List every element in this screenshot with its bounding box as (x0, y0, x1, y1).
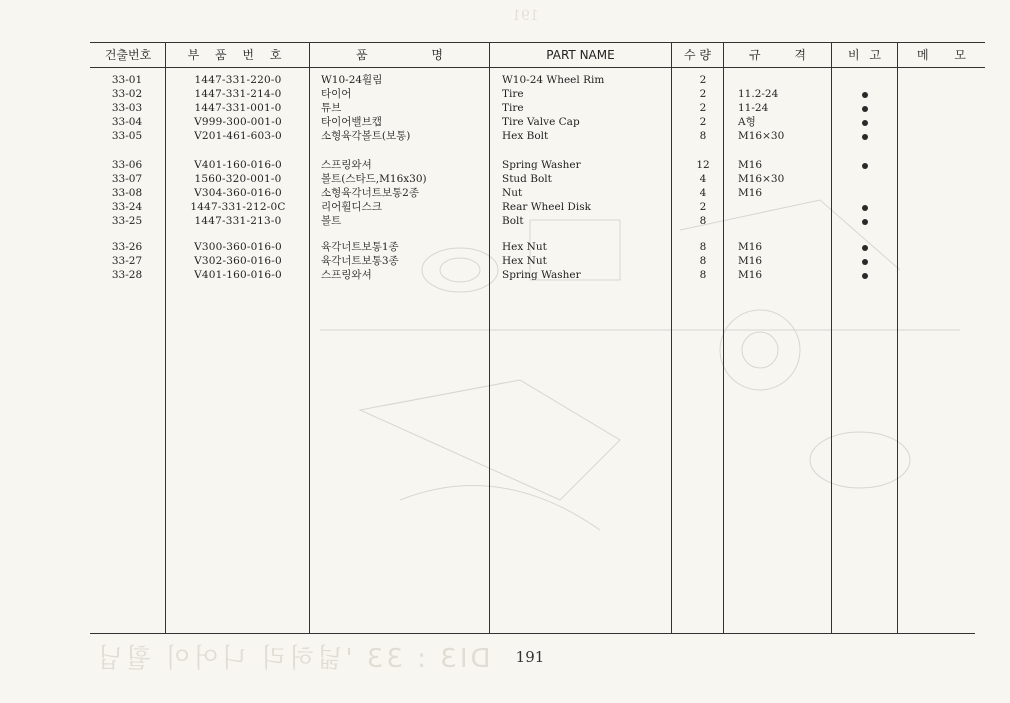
row-no: 33-27 (111, 255, 143, 267)
row-no: 33-28 (111, 269, 143, 281)
row-qty: 8 (699, 241, 707, 253)
row-ename: Tire Valve Cap (502, 116, 580, 128)
row-kname: 육각너트보통3종 (321, 255, 399, 267)
table-bottom-rule (90, 633, 975, 634)
note-bullet-icon (862, 273, 868, 279)
row-part-no: 1447-331-220-0 (194, 74, 282, 86)
row-qty: 4 (699, 187, 707, 199)
row-part-no: 1447-331-212-0C (190, 201, 286, 213)
col-divider-3 (489, 42, 490, 634)
row-no: 33-25 (111, 215, 143, 227)
bleed-through-bottom: DI3 : 33 '넓허리 니어이 휠닙 (95, 644, 491, 674)
row-kname: 타이어 (321, 88, 352, 100)
row-kname: 스프링와셔 (321, 159, 372, 171)
row-ename: Spring Washer (502, 159, 581, 171)
bleed-through-top: 191 (512, 8, 539, 24)
note-bullet-icon (862, 219, 868, 225)
row-part-no: V401-160-016-0 (194, 269, 282, 281)
row-ename: Nut (502, 187, 523, 199)
row-spec: M16×30 (738, 173, 785, 185)
row-spec: M16 (738, 241, 763, 253)
note-bullet-icon (862, 106, 868, 112)
col-divider-1 (165, 42, 166, 634)
col-divider-7 (897, 42, 898, 634)
header-note: 비 고 (848, 48, 881, 62)
row-no: 33-08 (111, 187, 143, 199)
row-kname: W10-24휠림 (321, 74, 383, 86)
row-no: 33-04 (111, 116, 143, 128)
note-bullet-icon (862, 245, 868, 251)
row-kname: 소형육각너트보통2종 (321, 187, 419, 199)
row-ename: Stud Bolt (502, 173, 552, 185)
row-no: 33-03 (111, 102, 143, 114)
row-part-no: V302-360-016-0 (194, 255, 282, 267)
row-qty: 8 (699, 215, 707, 227)
row-ename: Tire (502, 102, 524, 114)
row-qty: 2 (699, 102, 707, 114)
row-part-no: V201-461-603-0 (194, 130, 282, 142)
row-kname: 육각너트보통1종 (321, 241, 399, 253)
row-kname: 볼트(스타드,M16x30) (321, 173, 427, 185)
header-qty: 수 량 (684, 48, 711, 62)
row-spec: A형 (738, 116, 756, 128)
row-ename: Spring Washer (502, 269, 581, 281)
row-qty: 8 (699, 269, 707, 281)
row-kname: 소형육각볼트(보통) (321, 130, 411, 142)
row-part-no: 1447-331-001-0 (194, 102, 282, 114)
row-kname: 튜브 (321, 102, 342, 114)
row-no: 33-07 (111, 173, 143, 185)
row-qty: 8 (699, 255, 707, 267)
row-no: 33-24 (111, 201, 143, 213)
row-part-no: 1447-331-214-0 (194, 88, 282, 100)
row-ename: Tire (502, 88, 524, 100)
header-ename: PART NAME (546, 48, 615, 62)
row-part-no: 1560-320-001-0 (194, 173, 282, 185)
note-bullet-icon (862, 205, 868, 211)
row-kname: 타이어밸브캡 (321, 116, 382, 128)
row-qty: 2 (699, 88, 707, 100)
header-memo: 메 모 (917, 48, 966, 62)
row-spec: M16 (738, 255, 763, 267)
row-kname: 스프링와셔 (321, 269, 372, 281)
row-spec: M16 (738, 187, 763, 199)
row-qty: 2 (699, 201, 707, 213)
row-kname: 볼트 (321, 215, 342, 227)
col-divider-2 (309, 42, 310, 634)
row-no: 33-05 (111, 130, 143, 142)
note-bullet-icon (862, 163, 868, 169)
row-part-no: 1447-331-213-0 (194, 215, 282, 227)
page-number: 191 (515, 648, 545, 666)
row-ename: Hex Bolt (502, 130, 549, 142)
note-bullet-icon (862, 134, 868, 140)
row-part-no: V300-360-016-0 (194, 241, 282, 253)
row-ename: Hex Nut (502, 241, 547, 253)
col-divider-6 (831, 42, 832, 634)
row-qty: 2 (699, 116, 707, 128)
row-kname: 리어휠디스크 (321, 201, 382, 213)
row-part-no: V401-160-016-0 (194, 159, 282, 171)
row-no: 33-01 (111, 74, 143, 86)
row-spec: 11.2-24 (738, 88, 779, 100)
header-bottom-rule (90, 67, 985, 68)
row-ename: Bolt (502, 215, 524, 227)
row-qty: 12 (696, 159, 710, 171)
header-kname: 품 명 (356, 48, 443, 62)
row-ename: Hex Nut (502, 255, 547, 267)
header-no: 건출번호 (104, 48, 152, 62)
row-spec: M16×30 (738, 130, 785, 142)
row-no: 33-02 (111, 88, 143, 100)
row-ename: W10-24 Wheel Rim (502, 74, 605, 86)
note-bullet-icon (862, 120, 868, 126)
header-spec: 규 격 (749, 48, 806, 62)
row-qty: 4 (699, 173, 707, 185)
row-spec: M16 (738, 269, 763, 281)
note-bullet-icon (862, 259, 868, 265)
row-no: 33-26 (111, 241, 143, 253)
row-ename: Rear Wheel Disk (502, 201, 591, 213)
row-part-no: V304-360-016-0 (194, 187, 282, 199)
row-qty: 8 (699, 130, 707, 142)
row-no: 33-06 (111, 159, 143, 171)
row-spec: 11-24 (738, 102, 769, 114)
row-spec: M16 (738, 159, 763, 171)
row-qty: 2 (699, 74, 707, 86)
header-part-no: 부 품 번 호 (187, 48, 288, 62)
row-part-no: V999-300-001-0 (194, 116, 282, 128)
note-bullet-icon (862, 92, 868, 98)
